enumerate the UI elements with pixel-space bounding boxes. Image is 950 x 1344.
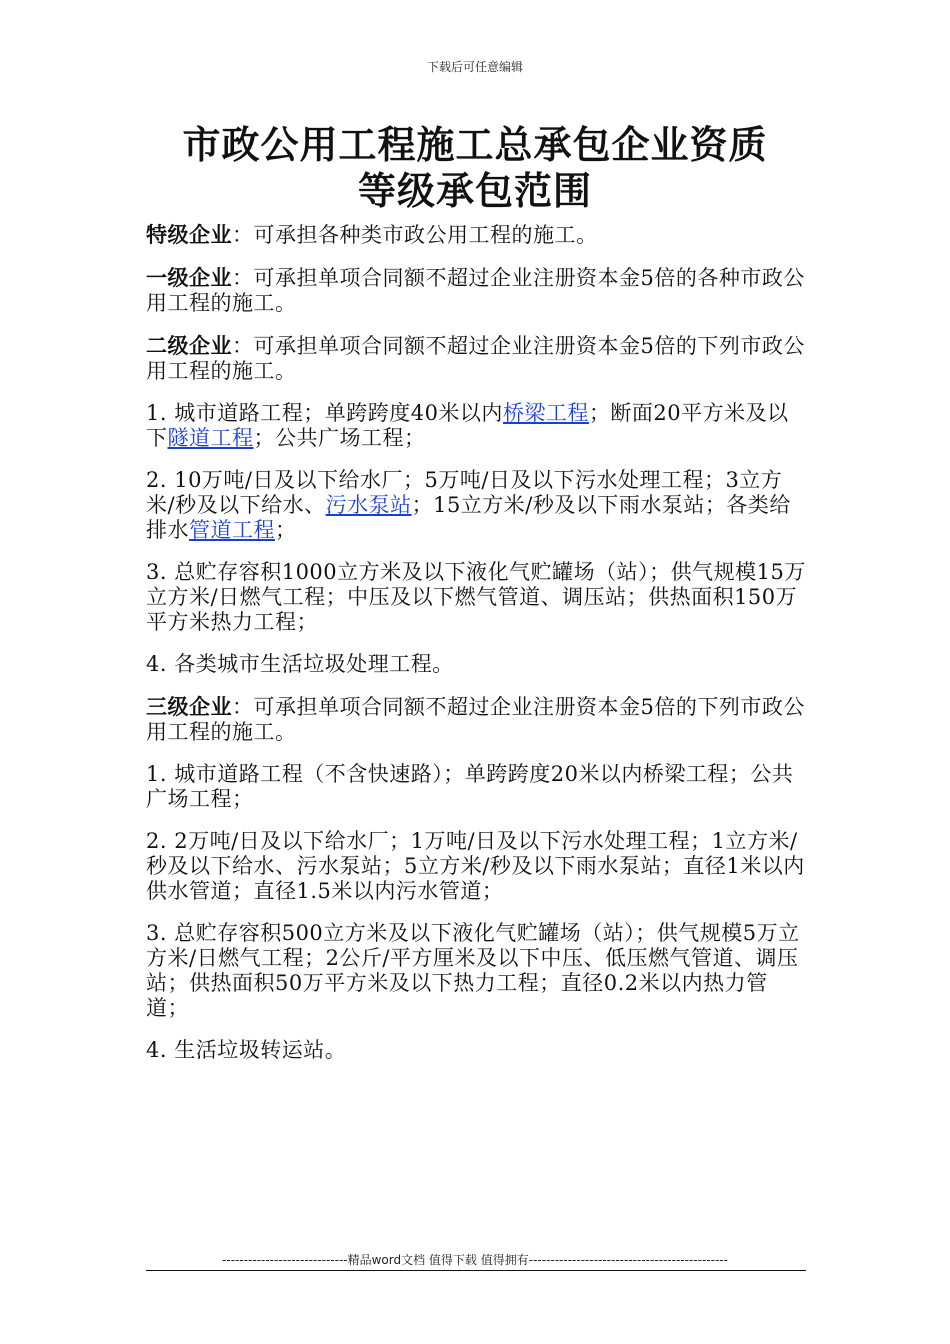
grade3-label: 三级企业	[146, 694, 232, 719]
grade2-paragraph	[146, 333, 810, 384]
document-title	[100, 122, 850, 214]
title-line-2: 等级承包范围	[357, 168, 592, 213]
grade2-item-2-text-b: ；15立方米/秒及以下雨水泵站；各类给排水	[146, 493, 791, 542]
grade2-item-4: 4. 各类城市生活垃圾处理工程。	[146, 652, 454, 676]
grade1-paragraph	[146, 265, 810, 316]
grade3-item-3: 3. 总贮存容积500立方米及以下液化气贮罐场（站）；供气规模5万立方米/日燃气工程；2公斤/平方厘米及以下中压、低压燃气管道、调压站；供热面积50万平方米及以下热力工程；直径0.2米以内热力管道；	[146, 921, 800, 1020]
title-line-1: 市政公用工程施工总承包企业资质	[182, 122, 768, 167]
special-grade-paragraph	[146, 222, 810, 248]
sewage-pump-station-link[interactable]: 污水泵站	[325, 493, 412, 517]
grade3-paragraph	[146, 694, 810, 745]
bridge-engineering-link[interactable]: 桥梁工程	[502, 401, 589, 425]
footer-divider	[146, 1270, 806, 1271]
grade2-item-2-text-c: ；	[275, 518, 297, 542]
grade2-label: 二级企业	[146, 333, 232, 358]
grade3-item-4: 4. 生活垃圾转运站。	[146, 1038, 347, 1062]
pipeline-engineering-link[interactable]: 管道工程	[189, 518, 275, 542]
grade2-item-1	[146, 401, 810, 451]
grade2-item-2	[146, 468, 810, 543]
grade2-text: ：可承担单项合同额不超过企业注册资本金5倍的下列市政公用工程的施工。	[146, 334, 805, 383]
page-footer: -----------------------------精品word文档 值得下载 值得拥有----------------------------------------------	[222, 1253, 728, 1267]
grade3-item-1: 1. 城市道路工程（不含快速路）；单跨跨度20米以内桥梁工程；公共广场工程；	[146, 762, 794, 811]
grade1-text: ：可承担单项合同额不超过企业注册资本金5倍的各种市政公用工程的施工。	[146, 266, 805, 315]
special-grade-text: ：可承担各种类市政公用工程的施工。	[232, 223, 598, 247]
grade1-label: 一级企业	[146, 265, 232, 290]
grade3-text: ：可承担单项合同额不超过企业注册资本金5倍的下列市政公用工程的施工。	[146, 695, 805, 744]
grade2-item-1-text-a: 1. 城市道路工程；单跨跨度40米以内	[146, 401, 503, 425]
grade2-item-2-text-a: 2. 10万吨/日及以下给水厂；5万吨/日及以下污水处理工程；3立方米/秒及以下给水、	[146, 468, 783, 517]
tunnel-engineering-link[interactable]: 隧道工程	[167, 426, 254, 450]
grade2-item-1-text-c: ；公共广场工程；	[253, 426, 426, 450]
grade2-item-3: 3. 总贮存容积1000立方米及以下液化气贮罐场（站）；供气规模15万立方米/日燃气工程；中压及以下燃气管道、调压站；供热面积150万平方米热力工程；	[146, 560, 806, 634]
page-header: 下载后可任意编辑	[426, 60, 523, 74]
grade2-item-1-text-b: ；断面20平方米及以下	[146, 401, 789, 450]
special-grade-label: 特级企业	[146, 222, 232, 247]
grade3-item-2: 2. 2万吨/日及以下给水厂；1万吨/日及以下污水处理工程；1立方米/秒及以下给水、污水泵站；5立方米/秒及以下雨水泵站；直径1米以内供水管道；直径1.5米以内污水管道；	[146, 829, 805, 903]
document-body	[146, 222, 810, 1080]
